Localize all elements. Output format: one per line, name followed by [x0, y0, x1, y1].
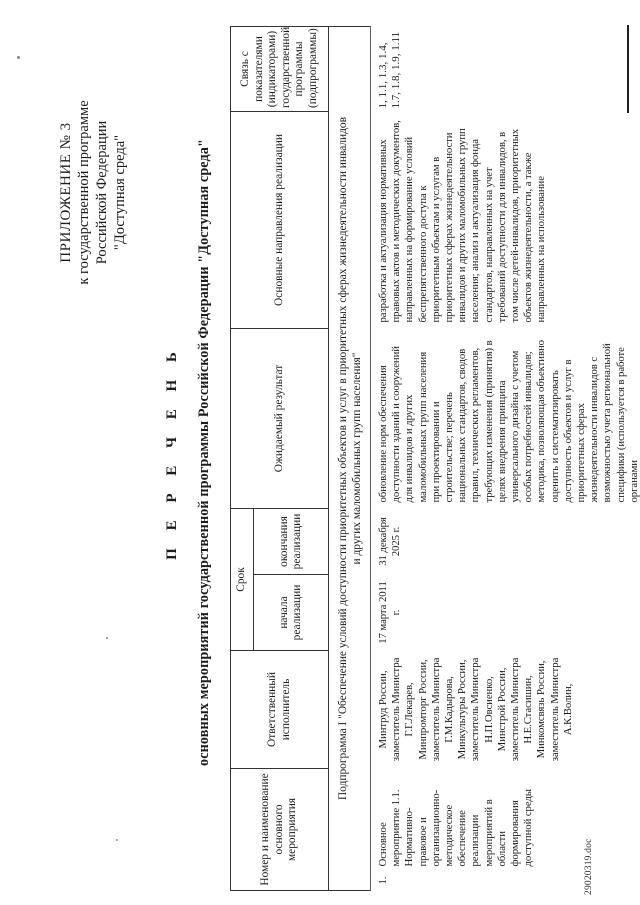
event-name-cell: [371, 769, 640, 891]
row-number: 1.: [377, 876, 389, 885]
events-table: [230, 26, 640, 891]
appendix-line: ПРИЛОЖЕНИЕ № 3: [58, 122, 74, 263]
directions-cell: разработка и актуализация нормативных правовых актов и методических документов, направленных на формирование условий беспрепятственного доступа к приоритетным объектам и услугам в приоритетных сферах жизнедеятельности инвалидов и других маломобильных групп населения; анализ и актуализация фонда стандартов, направленных на учет требований доступности для инвалидов, в том числе детей-инвалидов, приоритетных объектов жизнедеятельности, а также направленных на использование: [377, 120, 548, 323]
page-title: П Е Р Е Ч Е Н Ь: [164, 345, 180, 560]
header-cell-term-group: Срок: [231, 509, 254, 651]
page-edge-mark: [627, 25, 629, 113]
event-name: Основное мероприятие 1.1. Нормативно-правовое и организационно-методическое обеспечение реализации мероприятий в области формирования доступной среды: [377, 789, 535, 867]
header-cell-term-end: окончания реализации: [254, 509, 329, 575]
executor-cell: Минтруд России, заместитель Министра Г.Г.Лекарев, Минпромторг России, заместитель Министра Г.М.Кадырова, Минкультуры России, заместитель Министра Н.П.Овсиенко, Минстрой России, заместитель Министра Н.Е.Стасишин, Минкомсвязь России, заместитель Министра А.К.Волин,: [377, 657, 574, 762]
term-end-cell: 31 декабря 2025 г.: [377, 517, 403, 566]
doc-filename-stamp: 29020319.doc: [584, 838, 594, 895]
header-cell-directions: Основные направления реализации: [231, 112, 329, 329]
appendix-block: [57, 50, 129, 335]
header-cell-number: Номер и наименование основного мероприятия: [231, 769, 329, 891]
table-header-row-1: [231, 27, 254, 891]
subprogram-cell: [329, 27, 371, 891]
header-cell-expected: Ожидаемый результат: [231, 329, 329, 509]
subprogram-row: [329, 27, 371, 891]
header-cell-indicators-link: Связь с показателями (индикаторами) государственной программы (подпрограммы): [231, 27, 329, 112]
subprogram-line-2: и других маломобильных групп населения": [351, 352, 363, 565]
appendix-line: к государственной программе: [76, 100, 92, 285]
indicators-link-cell: 1, 1.1, 1.3, 1.4, 1.7, 1.8, 1.9, 1.11: [377, 31, 403, 109]
subprogram-line-1: Подпрограмма I "Обеспечение условий доступности приоритетных объектов и услуг в приоритетных сферах жизнедеятельности инвалидов: [337, 116, 349, 801]
header-cell-term-start: начала реализации: [254, 575, 329, 651]
page-subtitle: основных мероприятий государственной программы Российской Федерации "Доступная среда": [196, 139, 212, 766]
appendix-line: Российской Федерации: [94, 120, 110, 265]
scan-speck: [17, 56, 20, 59]
scan-speck: [106, 637, 108, 639]
scan-speck: [116, 839, 118, 841]
appendix-line: "Доступная среда": [112, 134, 128, 251]
term-start-cell: 17 марта 2011 г.: [377, 581, 403, 644]
header-cell-executor: Ответственный исполнитель: [231, 651, 329, 769]
table-row: [371, 27, 640, 891]
expected-result-cell: обновление норм обеспечения доступности зданий и сооружений для инвалидов и других маломобильных групп населения при проектировании и строительстве; перечень национальных стандартов, сводов правил, технических регламентов, требующих изменения (принятия) в целях внедрения принципа универсального дизайна с учетом особых потребностей инвалидов; методика, позволяющая объективно оценить и систематизировать доступность объектов и услуг в приоритетных сферах жизнедеятельности инвалидов с возможностью учета региональной специфики (используется в работе органами: [377, 340, 640, 503]
